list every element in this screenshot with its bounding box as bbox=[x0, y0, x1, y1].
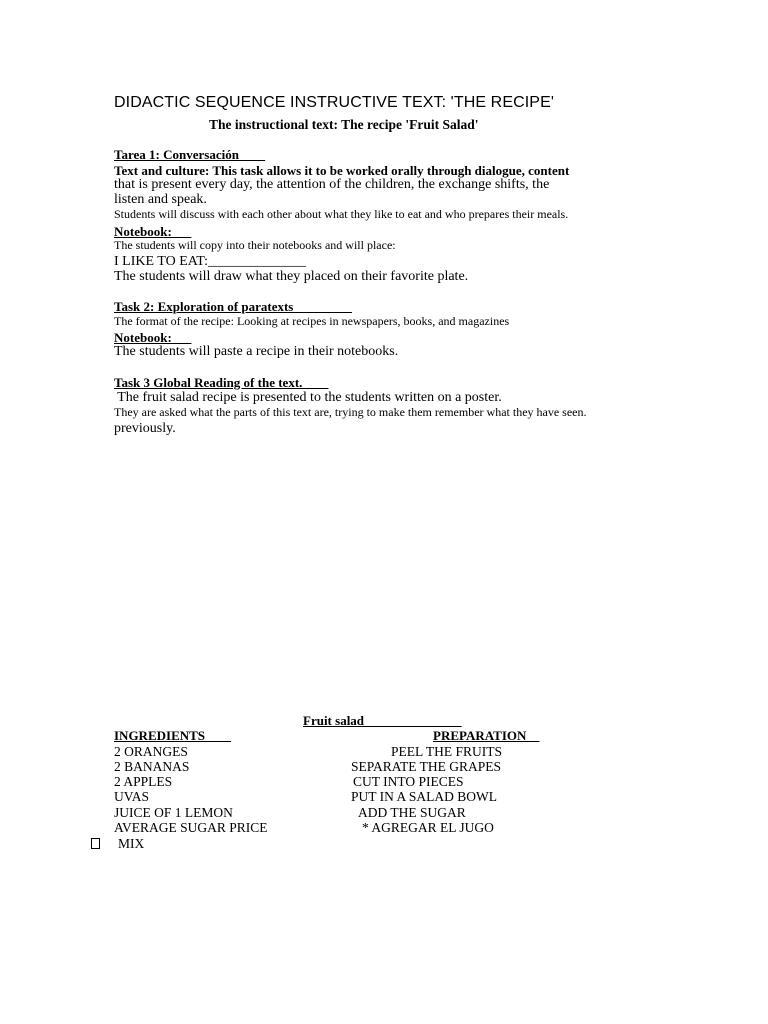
ingredient-item: 2 APPLES bbox=[114, 774, 173, 789]
ingredient-item: 2 BANANAS bbox=[114, 759, 190, 774]
ingredients-heading: INGREDIENTS____ bbox=[114, 728, 232, 743]
task1-intro: Text and culture: This task allows it to be worked orally through dialogue, content bbox=[114, 163, 570, 178]
ingredient-item: AVERAGE SUGAR PRICE bbox=[114, 820, 268, 835]
task1-line-3: listen and speak. bbox=[114, 192, 207, 207]
preparation-heading: PREPARATION__ bbox=[433, 728, 540, 743]
task3-line-3: previously. bbox=[114, 421, 176, 436]
ingredient-item: 2 ORANGES bbox=[114, 744, 188, 759]
task2-line-1: The format of the recipe: Looking at recipes in newspapers, books, and magazines bbox=[114, 314, 510, 328]
task2-notebook-line-1: The students will paste a recipe in their notebooks. bbox=[114, 344, 399, 359]
bullet-box-icon bbox=[91, 838, 100, 849]
recipe-title: Fruit salad_______________ bbox=[303, 713, 462, 728]
task1-heading: Tarea 1: Conversación____ bbox=[114, 147, 265, 162]
preparation-step: SEPARATE THE GRAPES bbox=[351, 759, 502, 774]
ingredient-item: UVAS bbox=[114, 789, 150, 804]
ingredient-item: JUICE OF 1 LEMON bbox=[114, 805, 233, 820]
preparation-step: CUT INTO PIECES bbox=[353, 774, 464, 789]
document-subtitle: The instructional text: The recipe 'Fruit Salad' bbox=[209, 117, 479, 132]
task3-heading: Task 3 Global Reading of the text.____ bbox=[114, 375, 329, 390]
preparation-step: * AGREGAR EL JUGO bbox=[362, 820, 494, 835]
task1-notebook-line-1: The students will copy into their notebooks and will place: bbox=[114, 238, 396, 252]
task1-line-4: Students will discuss with each other about what they like to eat and who prepares their meals. bbox=[114, 207, 569, 221]
task1-notebook-line-3: The students will draw what they placed on their favorite plate. bbox=[114, 269, 469, 284]
preparation-step: ADD THE SUGAR bbox=[358, 805, 466, 820]
document-title: DIDACTIC SEQUENCE INSTRUCTIVE TEXT: 'THE RECIPE' bbox=[114, 94, 555, 111]
preparation-last-step: MIX bbox=[118, 836, 145, 851]
task2-notebook-heading: Notebook:___ bbox=[114, 330, 192, 345]
preparation-step: PEEL THE FRUITS bbox=[391, 744, 503, 759]
task2-heading: Task 2: Exploration of paratexts_________ bbox=[114, 299, 352, 314]
task3-line-1: The fruit salad recipe is presented to the students written on a poster. bbox=[114, 390, 502, 405]
preparation-step: PUT IN A SALAD BOWL bbox=[351, 789, 498, 804]
task1-line-2: that is present every day, the attention of the children, the exchange shifts, the bbox=[114, 177, 550, 192]
task1-notebook-line-2: I LIKE TO EAT:______________ bbox=[114, 254, 307, 269]
task1-notebook-heading: Notebook:___ bbox=[114, 224, 192, 239]
task3-line-2: They are asked what the parts of this text are, trying to make them remember what they have seen. bbox=[114, 405, 587, 419]
